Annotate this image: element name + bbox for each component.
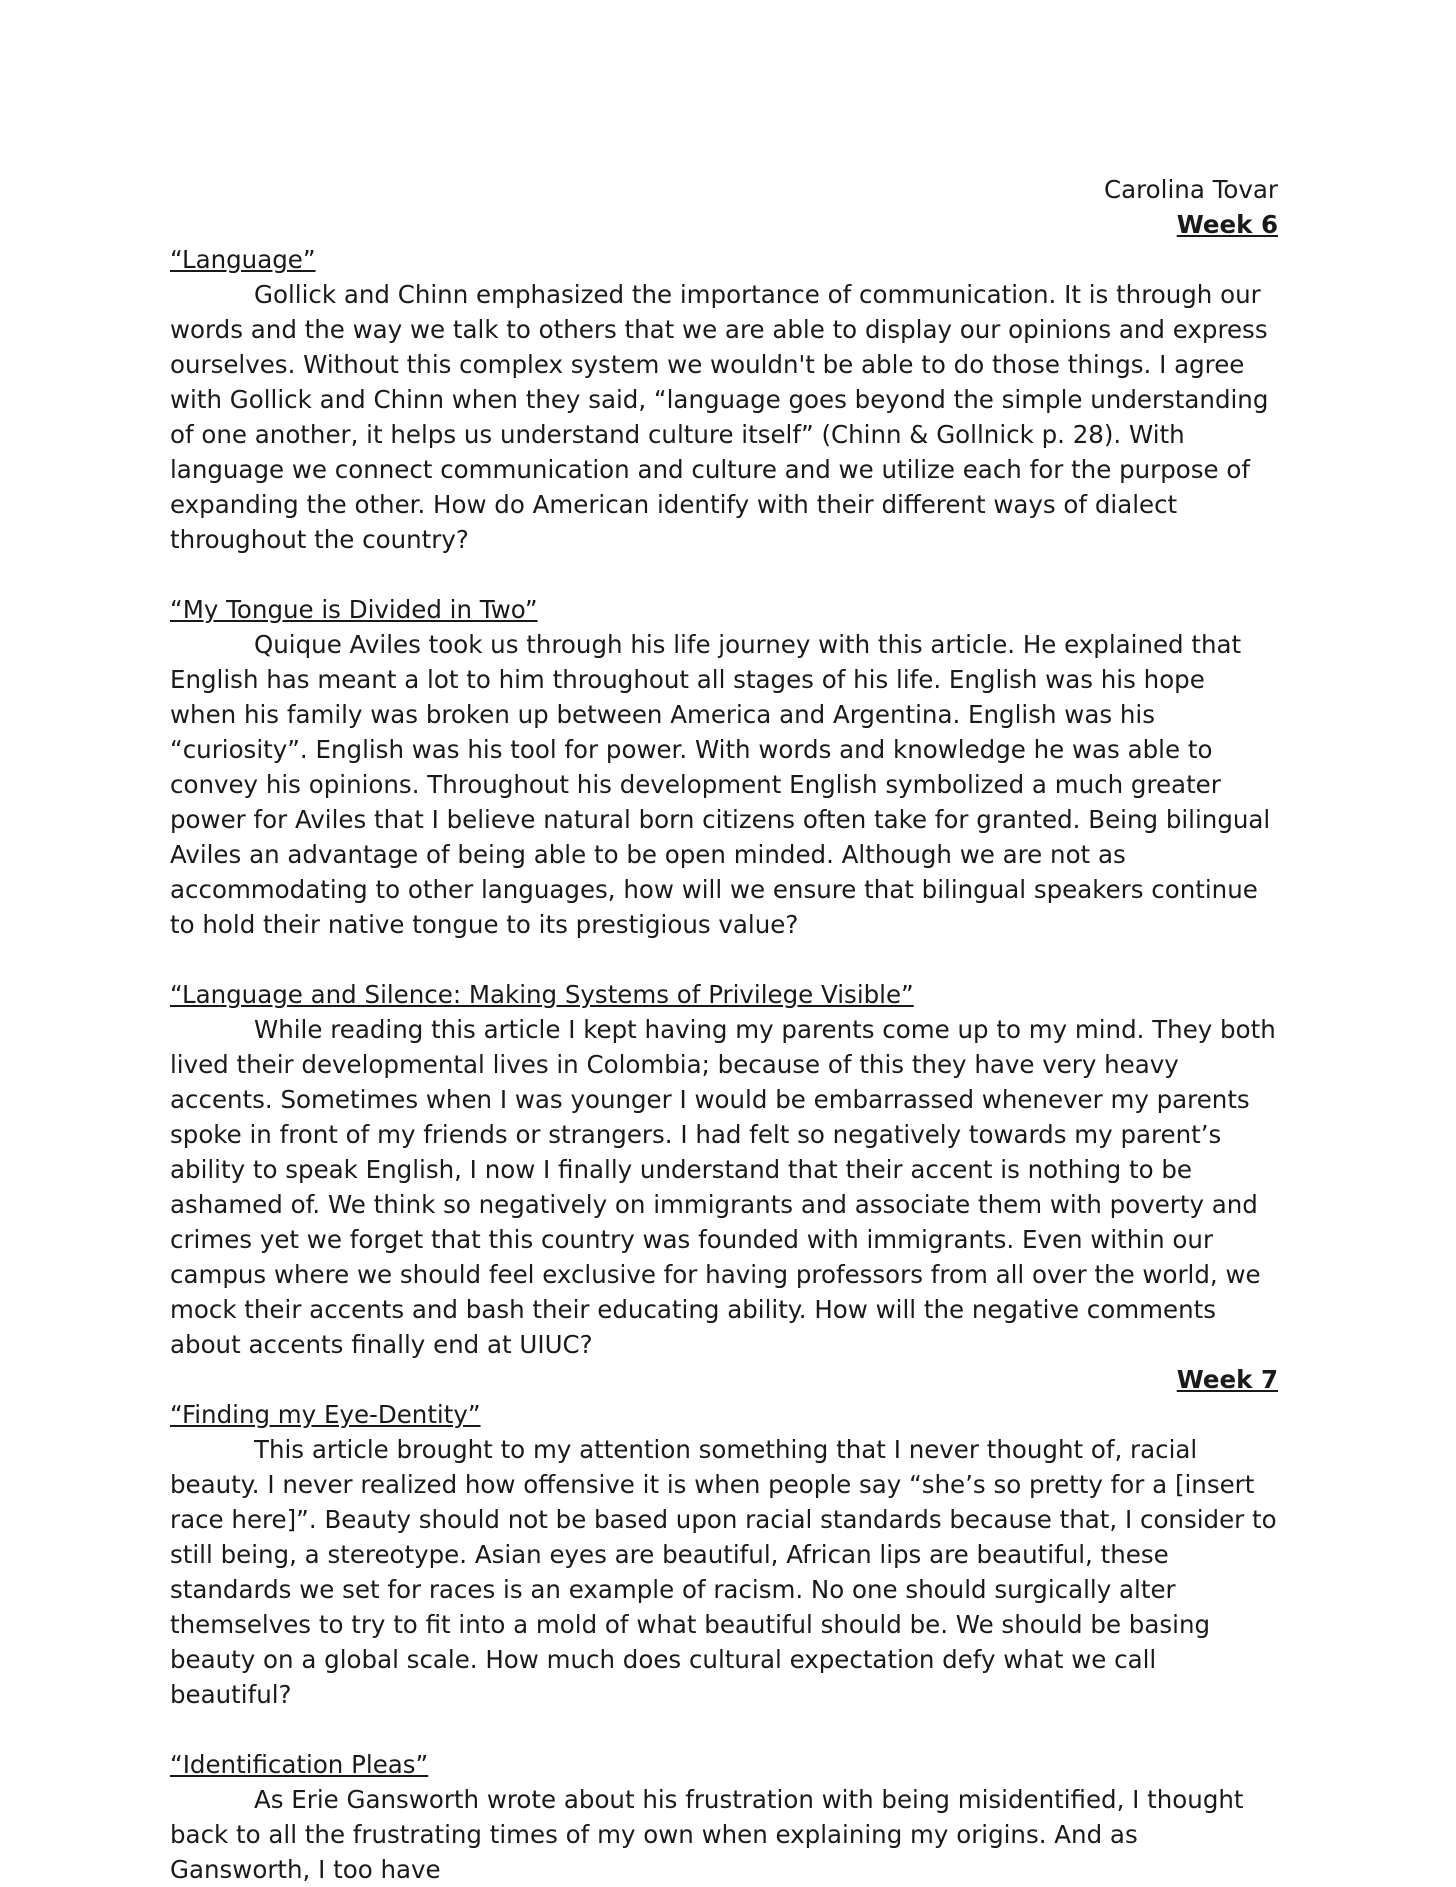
section-eye-dentity	[170, 1397, 1278, 1712]
section-heading: “Identification Pleas”	[170, 1750, 429, 1779]
week-7-label: Week 7	[1176, 1365, 1278, 1394]
author-name: Carolina Tovar	[1104, 175, 1278, 204]
section-body: Gollick and Chinn emphasized the importance of communication. It is through our words and the way we talk to others that we are able to display our opinions and express ourselves. Without this complex system we wouldn't be able to do those things. I agree with Gollick and Chinn when they said, “language goes beyond the simple understanding of one another, it helps us understand culture itself” (Chinn & Gollnick p. 28). With language we connect communication and culture and we utilize each for the purpose of expanding the other. How do American identify with their different ways of dialect throughout the country?	[170, 280, 1269, 554]
section-language-and-silence	[170, 977, 1278, 1362]
section-identification-pleas	[170, 1747, 1278, 1887]
section-body: This article brought to my attention something that I never thought of, racial beauty. I never realized how offensive it is when people say “she’s so pretty for a [insert race here]”. Beauty should not be based upon racial standards because that, I consider to still being, a stereotype. Asian eyes are beautiful, African lips are beautiful, these standards we set for races is an example of racism. No one should surgically alter themselves to try to fit into a mold of what beautiful should be. We should be basing beauty on a global scale. How much does cultural expectation defy what we call beautiful?	[170, 1435, 1277, 1709]
section-heading: “Language and Silence: Making Systems of Privilege Visible”	[170, 980, 914, 1009]
section-language	[170, 242, 1278, 557]
section-body: As Erie Gansworth wrote about his frustration with being misidentified, I thought back to all the frustrating times of my own when explaining my origins. And as Gansworth, I too have	[170, 1785, 1244, 1884]
section-my-tongue	[170, 592, 1278, 942]
section-body: While reading this article I kept having my parents come up to my mind. They both lived their developmental lives in Colombia; because of this they have very heavy accents. Sometimes when I was younger I would be embarrassed whenever my parents spoke in front of my friends or strangers. I had felt so negatively towards my parent’s ability to speak English, I now I finally understand that their accent is nothing to be ashamed of. We think so negatively on immigrants and associate them with poverty and crimes yet we forget that this country was founded with immigrants. Even within our campus where we should feel exclusive for having professors from all over the world, we mock their accents and bash their educating ability. How will the negative comments about accents finally end at UIUC?	[170, 1015, 1276, 1359]
document-page	[170, 172, 1278, 1887]
week-6-label: Week 6	[1176, 210, 1278, 239]
section-heading: “Language”	[170, 245, 316, 274]
section-heading: “Finding my Eye-Dentity”	[170, 1400, 481, 1429]
section-body: Quique Aviles took us through his life journey with this article. He explained that English has meant a lot to him throughout all stages of his life. English was his hope when his family was broken up between America and Argentina. English was his “curiosity”. English was his tool for power. With words and knowledge he was able to convey his opinions. Throughout his development English symbolized a much greater power for Aviles that I believe natural born citizens often take for granted. Being bilingual Aviles an advantage of being able to be open minded. Although we are not as accommodating to other languages, how will we ensure that bilingual speakers continue to hold their native tongue to its prestigious value?	[170, 630, 1271, 939]
section-heading: “My Tongue is Divided in Two”	[170, 595, 538, 624]
